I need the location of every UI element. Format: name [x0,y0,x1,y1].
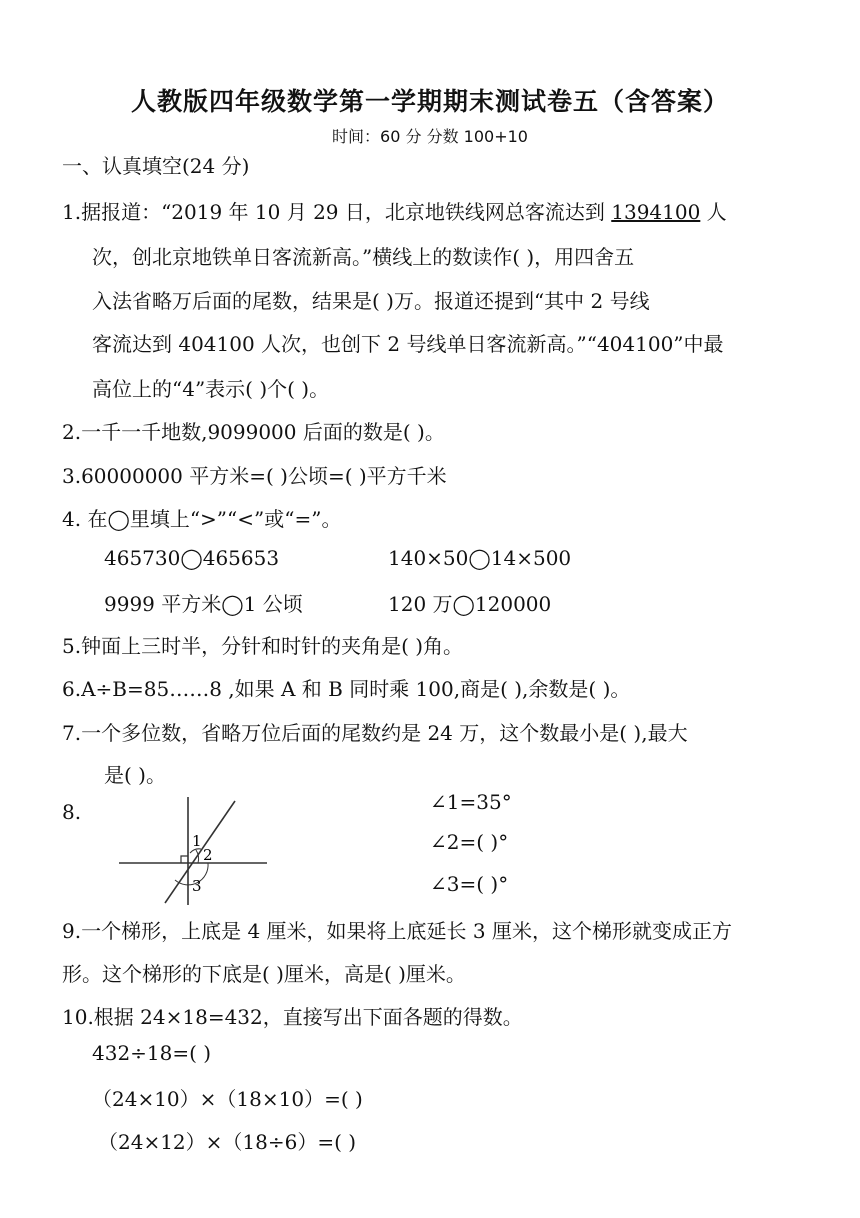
angle-figure [115,793,270,905]
question-1-line-2: 次，创北京地铁单日客流新高。”横线上的数读作( )，用四舍五 [92,245,635,269]
question-8-number: 8. [62,800,82,824]
question-7-line-1: 7.一个多位数，省略万位后面的尾数约是 24 万，这个数最小是( ),最大 [62,721,688,745]
section-heading: 一、认真填空(24 分) [62,154,250,178]
angle-2-answer: ∠2=( )° [430,830,509,854]
question-9-line-1: 9.一个梯形，上底是 4 厘米，如果将上底延长 3 厘米，这个梯形就变成正方 [62,919,732,943]
question-1-text: 人 [700,200,727,224]
question-1-line-3: 入法省略万后面的尾数，结果是( )万。报道还提到“其中 2 号线 [92,289,650,313]
question-4-item-d: 120 万◯120000 [388,592,552,616]
exam-info: 时间：60 分 分数 100+10 [332,127,528,146]
question-10-item-c: （24×12）×（18÷6）=( ) [98,1130,357,1154]
angle-3-label: 3 [192,877,202,895]
angle-1-label: 1 [192,832,202,850]
question-4-stem: 4. 在◯里填上“>”“<”或“=”。 [62,507,342,531]
question-7-line-2: 是( )。 [104,763,166,787]
question-1-line-1 [62,196,727,225]
underlined-number: 1394100 [611,200,701,224]
question-4-item-a: 465730◯465653 [104,546,280,570]
question-5: 5.钟面上三时半，分针和时针的夹角是( )角。 [62,634,464,658]
question-6: 6.A÷B=85……8 ,如果 A 和 B 同时乘 100,商是( ),余数是( )。 [62,677,631,701]
angle-2-label: 2 [203,846,213,864]
question-4-item-c: 9999 平方米◯1 公顷 [104,592,303,616]
question-1-line-5: 高位上的“4”表示( )个( )。 [92,377,330,401]
question-10-item-b: （24×10）×（18×10）=( ) [92,1087,363,1111]
question-2: 2.一千一千地数,9099000 后面的数是( )。 [62,420,445,444]
right-angle-mark [181,856,188,863]
page-title: 人教版四年级数学第一学期期末测试卷五（含答案） [130,87,729,116]
question-9-line-2: 形。这个梯形的下底是( )厘米，高是( )厘米。 [62,962,466,986]
question-1-text: 1.据报道：“2019 年 10 月 29 日，北京地铁线网总客流达到 [62,200,612,224]
question-10-item-a: 432÷18=( ) [92,1041,212,1065]
question-3: 3.60000000 平方米=( )公顷=( )平方千米 [62,464,447,488]
angle-1-value: ∠1=35° [430,790,512,814]
angle-3-answer: ∠3=( )° [430,872,509,896]
question-4-item-b: 140×50◯14×500 [388,546,572,570]
question-1-line-4: 客流达到 404100 人次，也创下 2 号线单日客流新高。”“404100”中最 [92,332,724,356]
question-10-stem: 10.根据 24×18=432，直接写出下面各题的得数。 [62,1005,523,1029]
